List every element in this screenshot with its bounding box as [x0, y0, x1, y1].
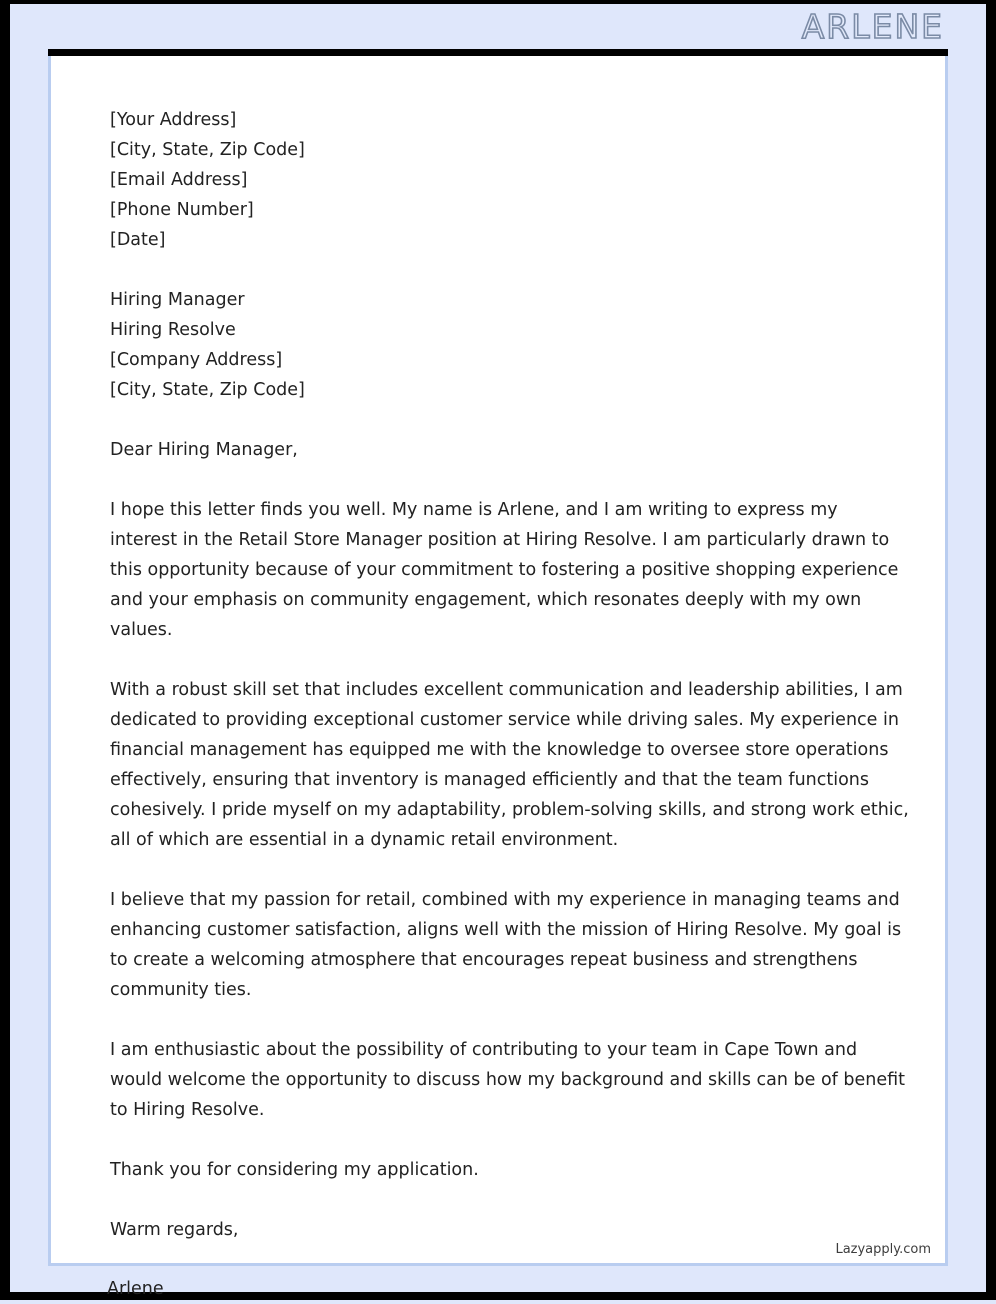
sender-address-line: [Email Address]	[110, 170, 248, 190]
body-paragraph: I hope this letter finds you well. My name is Arlene, and I am writing to express my interest in the Retail Store Manager position at Hiring Resolve. I am particularly drawn to this opportunity because of your commitment to fostering a positive shopping experience and your emphasis on community engagement, which resonates deeply with my own values.	[110, 500, 899, 640]
sender-address-line: [City, State, Zip Code]	[110, 140, 305, 160]
spacer	[110, 465, 910, 495]
recipient-line: Hiring Resolve	[110, 320, 236, 340]
sender-address-block	[110, 105, 910, 255]
watermark: Lazyapply.com	[835, 1242, 931, 1257]
sender-address-line: [Date]	[110, 230, 166, 250]
spacer	[110, 1185, 910, 1215]
spacer	[110, 645, 910, 675]
body-paragraph: Thank you for considering my application.	[110, 1160, 479, 1180]
signature-name: Arlene	[107, 1279, 164, 1299]
spacer	[110, 1005, 910, 1035]
recipient-line: [City, State, Zip Code]	[110, 380, 305, 400]
sender-address-line: [Your Address]	[110, 110, 237, 130]
spacer	[110, 405, 910, 435]
recipient-address-block	[110, 285, 910, 405]
sender-address-line: [Phone Number]	[110, 200, 254, 220]
page-title: ARLENE	[801, 7, 944, 46]
document-header	[10, 4, 986, 49]
spacer	[110, 1125, 910, 1155]
body-paragraph: I believe that my passion for retail, combined with my experience in managing teams and enhancing customer satisfaction, aligns well with the mission of Hiring Resolve. My goal is to create a welcoming atmosphere that encourages repeat business and strengthens community ties.	[110, 890, 902, 1000]
closing-line: Warm regards,	[110, 1220, 239, 1240]
recipient-line: [Company Address]	[110, 350, 283, 370]
spacer	[110, 255, 910, 285]
recipient-line: Hiring Manager	[110, 290, 245, 310]
letter-card	[48, 56, 948, 1266]
body-paragraph: With a robust skill set that includes excellent communication and leadership abilities, I am dedicated to providing exceptional customer service while driving sales. My experience in financial management has equipped me with the knowledge to oversee store operations effectively, ensuring that inventory is managed efficiently and that the team functions cohesively. I pride myself on my adaptability, problem-solving skills, and strong work ethic, all of which are essential in a dynamic retail environment.	[110, 680, 909, 850]
spacer	[110, 855, 910, 885]
salutation: Dear Hiring Manager,	[110, 440, 298, 460]
body-paragraph: I am enthusiastic about the possibility of contributing to your team in Cape Town and would welcome the opportunity to discuss how my background and skills can be of benefit to Hiring Resolve.	[110, 1040, 906, 1120]
header-divider	[48, 49, 948, 56]
letter-body	[110, 105, 910, 1245]
